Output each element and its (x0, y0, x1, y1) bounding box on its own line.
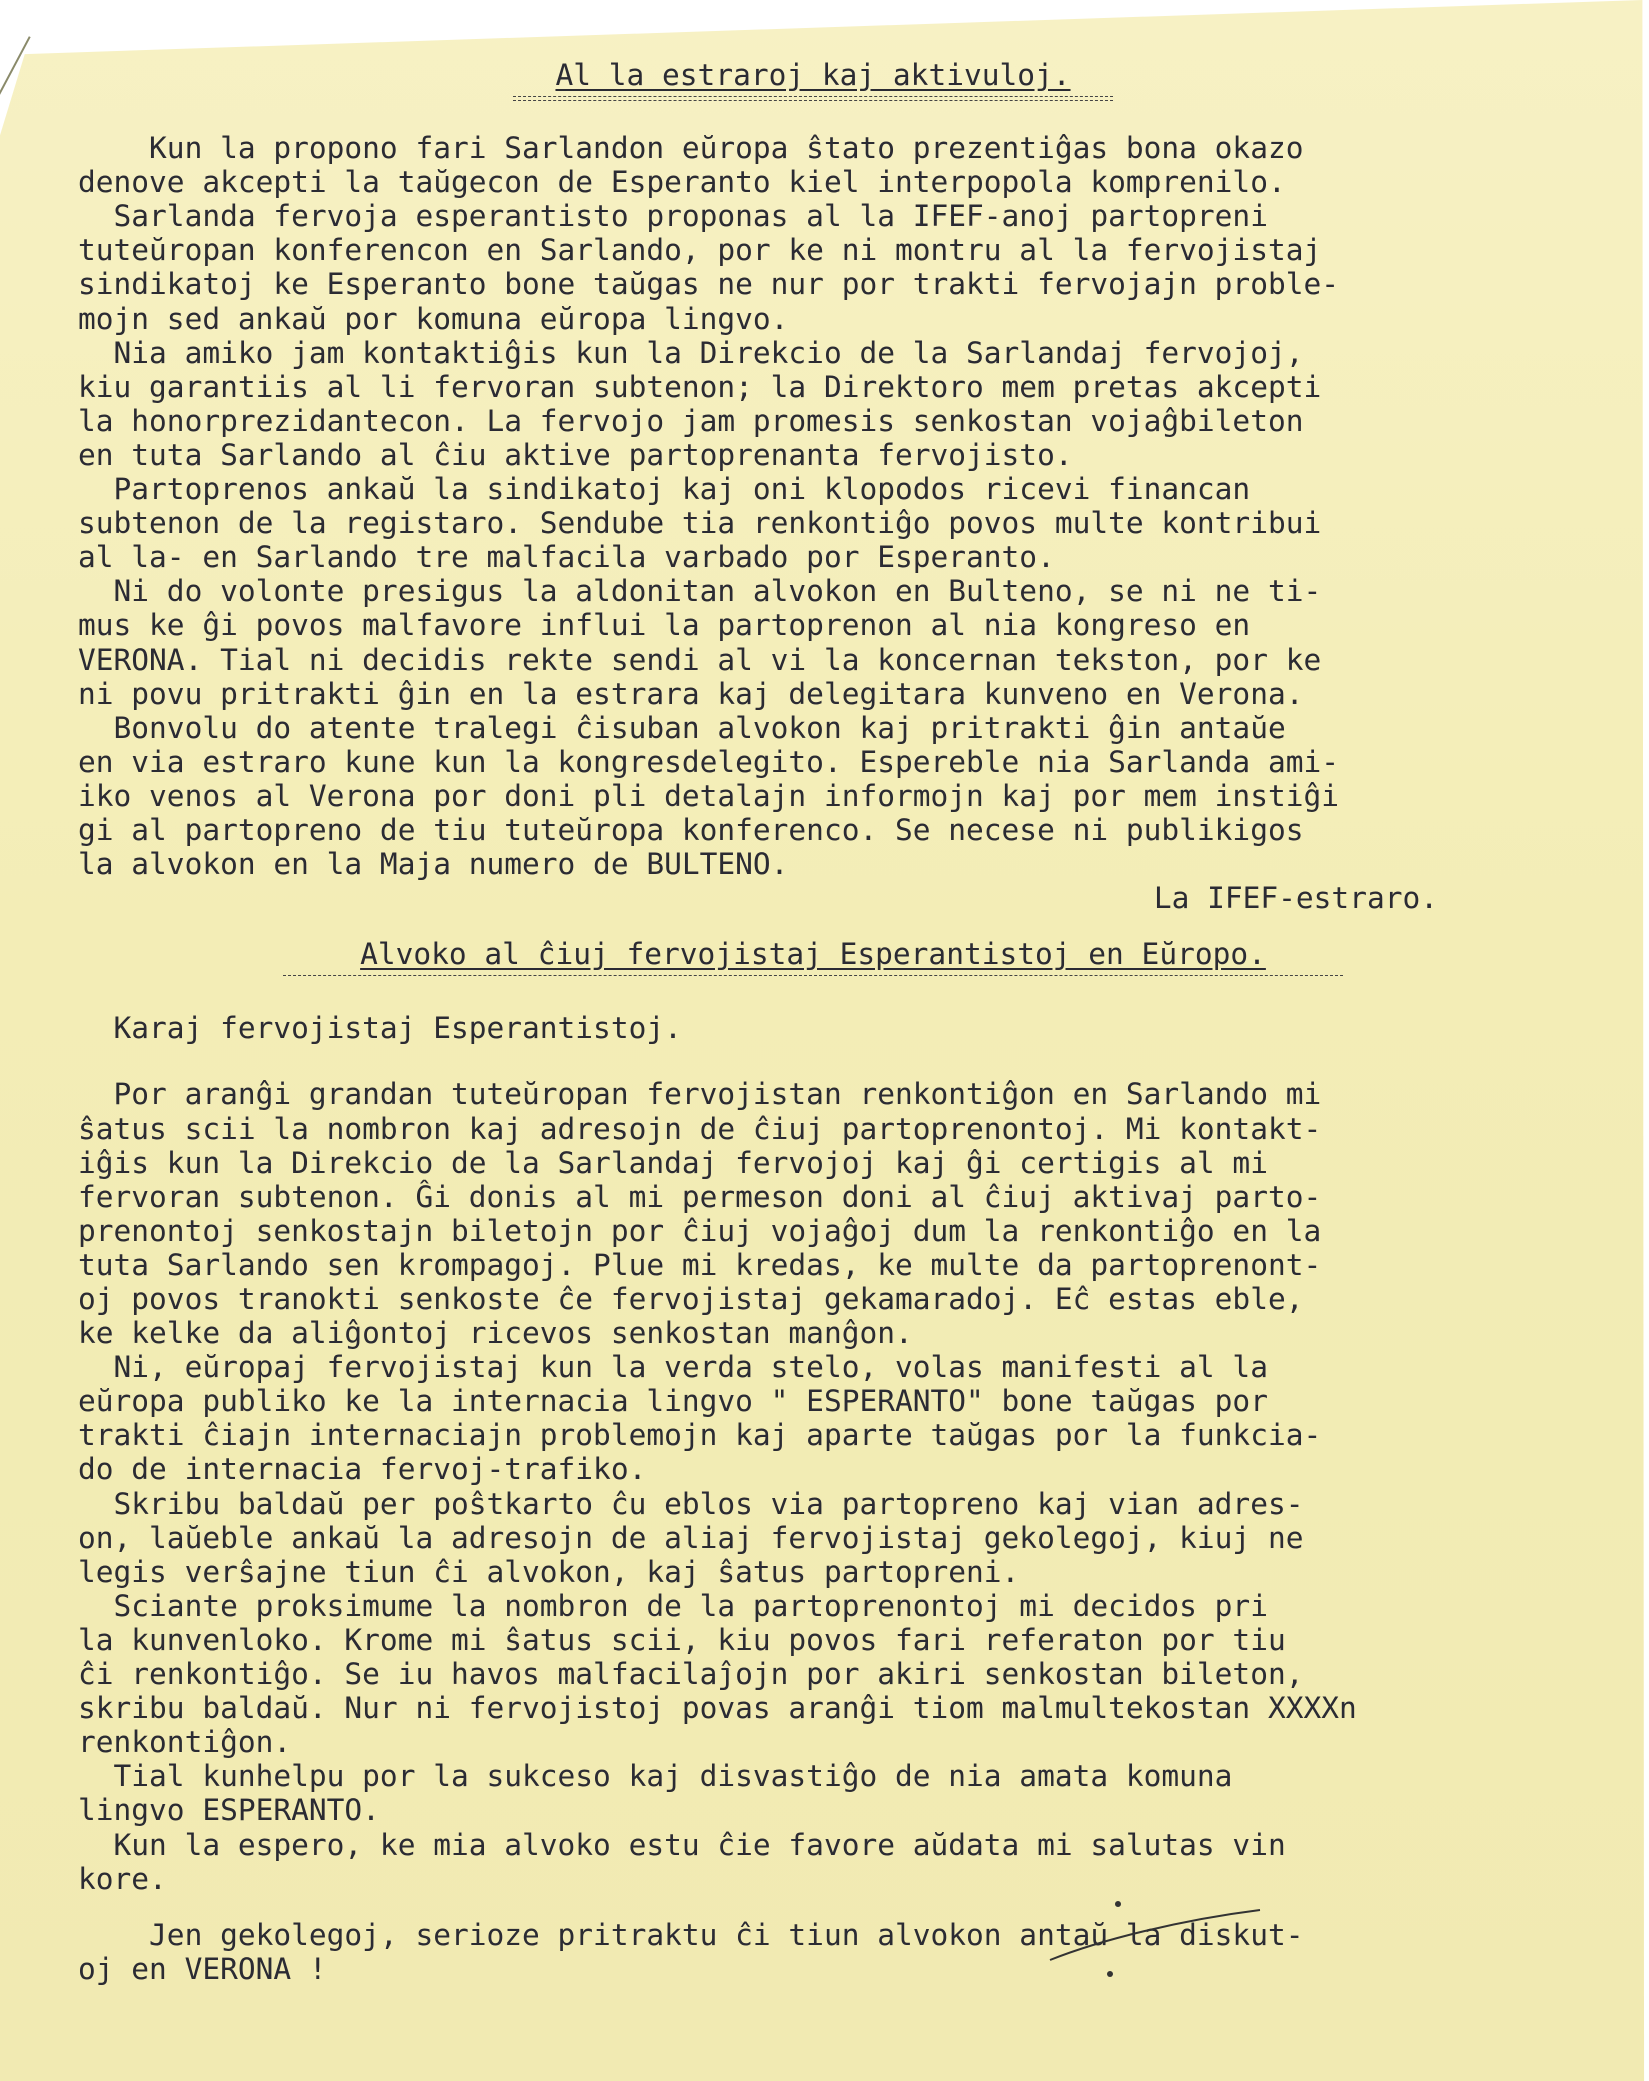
letter-line: kiu garantiis al li fervoran subtenon; la Direktoro mem pretas akcepti (78, 369, 1322, 404)
appeal-body (78, 1077, 1548, 1895)
letter-line: Nia amiko jam kontaktiĝis kun la Direkcio de la Sarlandaj fervojoj, (78, 335, 1304, 370)
letter-line: Sarlanda fervoja esperantisto proponas al la IFEF-anoj partopreni (78, 199, 1268, 234)
letter-line: denove akcepti la taŭgecon de Esperanto kiel interpopola komprenilo. (78, 165, 1286, 200)
appeal-line: eŭropa publiko ke la internacia lingvo " ESPERANTO" bone taŭgas por (78, 1384, 1268, 1419)
appeal-line: ŝatus scii la nombron kaj adresojn de ĉiuj partoprenontoj. Mi kontakt- (78, 1111, 1322, 1146)
letter-line: Bonvolu do atente tralegi ĉisuban alvokon kaj pritrakti ĝin antaŭe (78, 710, 1286, 745)
letter-line: Partoprenos ankaŭ la sindikatoj kaj oni klopodos ricevi financan (78, 472, 1251, 507)
letter-line: Kun la propono fari Sarlandon eŭropa ŝtato prezentiĝas bona okazo (78, 131, 1304, 166)
letter-line: la alvokon en la Maja numero de BULTENO. (78, 847, 789, 882)
letter-line: gi al partopreno de tiu tuteŭropa konferenco. Se necese ni publikigos (78, 812, 1304, 847)
appeal-closing (78, 1918, 1548, 1986)
appeal-line: Kun la espero, ke mia alvoko estu ĉie favore aŭdata mi salutas vin (78, 1827, 1286, 1862)
letter-line: sindikatoj ke Esperanto bone taŭgas ne nur por trakti fervojajn proble- (78, 267, 1339, 302)
appeal-line: la kunvenloko. Krome mi ŝatus scii, kiu povos fari referaton por tiu (78, 1622, 1286, 1657)
closing-line: oj en VERONA ! (78, 1951, 327, 1986)
letter-line: mus ke ĝi povos malfavore influi la partoprenon al nia kongreso en (78, 608, 1251, 643)
letter-line: tuteŭropan konferencon en Sarlando, por ke ni montru al la fervojistaj (78, 233, 1322, 268)
appeal-greeting: Karaj fervojistaj Esperantistoj. (78, 1011, 682, 1046)
appeal-line: skribu baldaŭ. Nur ni fervojistoj povas aranĝi tiom malmultekostan XXXXn (78, 1691, 1357, 1726)
appeal-line: lingvo ESPERANTO. (78, 1793, 380, 1828)
appeal-line: Tial kunhelpu por la sukceso kaj disvastiĝo de nia amata komuna (78, 1759, 1233, 1794)
appeal-line: Por aranĝi grandan tuteŭropan fervojistan renkontiĝon en Sarlando mi (78, 1077, 1322, 1112)
letter-line: VERONA. Tial ni decidis rekte sendi al vi la koncernan tekston, por ke (78, 642, 1322, 677)
letter-line: Ni do volonte presigus la aldonitan alvokon en Bulteno, se ni ne ti- (78, 574, 1322, 609)
appeal-line: prenontoj senkostajn biletojn por ĉiuj vojaĝoj dum la renkontiĝo en la (78, 1213, 1322, 1248)
appeal-line: Sciante proksimume la nombron de la partoprenontoj mi decidos pri (78, 1588, 1268, 1623)
letter-line: subtenon de la registaro. Sendube tia renkontiĝo povos multe kontribui (78, 506, 1322, 541)
appeal-line: fervoran subtenon. Ĝi donis al mi permeson doni al ĉiuj aktivaj parto- (78, 1179, 1322, 1214)
appeal-line: on, laŭeble ankaŭ la adresojn de aliaj fervojistaj gekolegoj, kiuj ne (78, 1520, 1304, 1555)
appeal-line: renkontiĝon. (78, 1725, 292, 1760)
letter-line: en tuta Sarlando al ĉiu aktive partoprenanta fervojisto. (78, 437, 1073, 472)
letter-signature-row (78, 881, 1548, 915)
closing-line: Jen gekolegoj, serioze pritraktu ĉi tiun alvokon antaŭ la diskut- (78, 1917, 1304, 1952)
letter-line: en via estraro kune kun la kongresdelegito. Espereble nia Sarlanda ami- (78, 744, 1339, 779)
letter-paragraph (78, 131, 1548, 881)
appeal-line: trakti ĉiajn internaciajn problemojn kaj aparte taŭgas por la funkcia- (78, 1418, 1322, 1453)
letter-signature: La IFEF-estraro. (1153, 881, 1438, 916)
letter-line: la honorprezidantecon. La fervojo jam promesis senkostan vojaĝbileton (78, 403, 1304, 438)
typewritten-letter (78, 58, 1548, 1986)
appeal-line: ke kelke da aliĝontoj ricevos senkostan manĝon. (78, 1316, 913, 1351)
appeal-line: oj povos tranokti senkoste ĉe fervojistaj gekamaradoj. Eĉ estas eble, (78, 1282, 1304, 1316)
appeal-line: do de internacia fervoj-trafiko. (78, 1452, 647, 1487)
letter-title: Al la estraroj kaj aktivuloj. (555, 58, 1071, 92)
appeal-line: tuta Sarlando sen krompagoj. Plue mi kredas, ke multe da partoprenont- (78, 1247, 1322, 1282)
signature-flourish (1040, 1900, 1280, 1980)
appeal-line: legis verŝajne tiun ĉi alvokon, kaj ŝatus partopreni. (78, 1554, 1020, 1589)
appeal-line: Skribu baldaŭ per poŝtkarto ĉu eblos via partopreno kaj vian adres- (78, 1486, 1304, 1521)
appeal-line: ĉi renkontiĝo. Se iu havos malfacilaĵojn por akiri senkostan bileton, (78, 1657, 1304, 1692)
letter-line: mojn sed ankaŭ por komuna eŭropa lingvo. (78, 301, 789, 336)
appeal-line: kore. (78, 1861, 167, 1896)
letter-line: al la- en Sarlando tre malfacila varbado por Esperanto. (78, 540, 1055, 575)
appeal-line: Ni, eŭropaj fervojistaj kun la verda stelo, volas manifesti al la (78, 1350, 1268, 1385)
appeal-title: Alvoko al ĉiuj fervojistaj Esperantistoj en Eŭropo. (360, 937, 1266, 972)
letter-line: iko venos al Verona por doni pli detalajn informojn kaj por mem instiĝi (78, 778, 1339, 813)
appeal-line: iĝis kun la Direkcio de la Sarlandaj fervojoj kaj ĝi certigis al mi (78, 1145, 1268, 1180)
letter-line: ni povu pritrakti ĝin en la estrara kaj delegitara kunveno en Verona. (78, 676, 1304, 711)
